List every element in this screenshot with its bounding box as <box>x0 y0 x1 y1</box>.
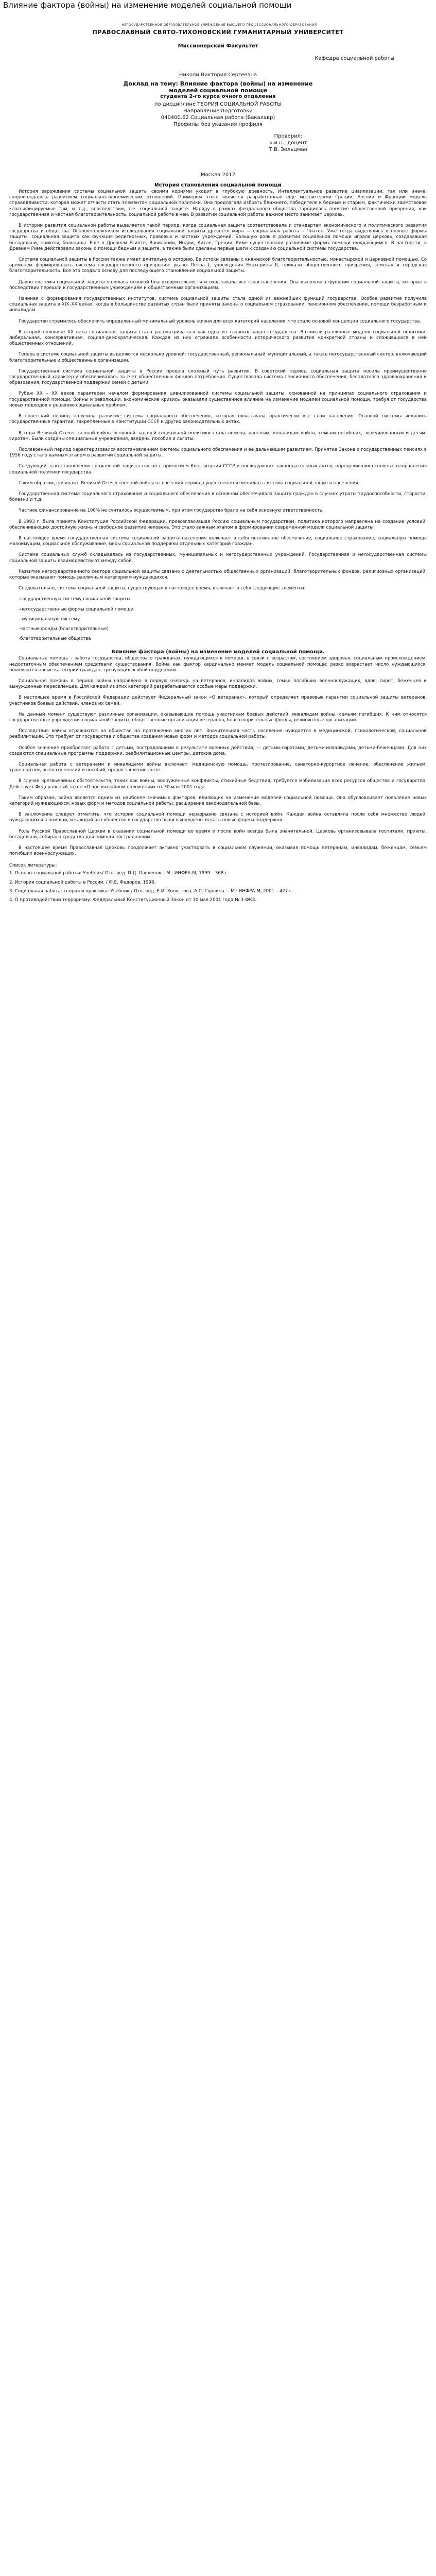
section-title-history: История становления социальной помощи <box>154 182 282 188</box>
report-body <box>9 182 427 906</box>
paragraph: В 1993 г. была принята Конституция Российской Федерации, провозгласившая Россию социальным государством, политика которого направлена на создание условий, обеспечивающих достойную жизнь и свободное развитие человека. Это стало важным этапом в формировании современной модели социальной защиты. <box>9 519 427 530</box>
paragraph: В настоящее время государственная система социальной защиты населения включает в себя пенсионное обеспечение, социальное страхование, социальную помощь малоимущим, социальное обслуживание, меры социальной поддержки отдельных категорий граждан. <box>9 535 427 547</box>
department-name: Кафедра социальной работы <box>315 56 394 61</box>
profile: Профиль: без указания профиля <box>173 122 263 127</box>
paragraph: Развитие негосударственного сектора социальной защиты связано с деятельностью общественных организаций, благотворительных фондов, религиозных организаций, которые оказывают помощь различным категориям нуждающихся. <box>9 569 427 580</box>
paragraph: Система социальной защиты в России также имеет длительную историю. Ее истоки связаны с княжеской благотворительностью, монастырской и церковной помощью. Со временем формировалась система государственного призрения: указы Петра I, учреждения Екатерины II, приказы общественного призрения, земская и городская благотворительность. Все это создало основу для последующего становления социальной защиты. <box>9 257 427 274</box>
reference-item: 2. История социальной работы в России. / Ф.Е. Федоров, 1998. <box>9 879 156 885</box>
paragraph: Государство стремилось обеспечить определенный минимальный уровень жизни для всех категорий населения, что стало основой концепции социального государства. <box>19 318 422 324</box>
paragraph: Последствия войны отражаются на обществе на протяжении многих лет. Значительная часть населения нуждается в медицинской, психологической, социальной реабилитации. Это требует от государства и общества создания новых форм и методов социальной работы. <box>9 728 427 740</box>
list-item: -благотворительные общества <box>19 636 91 642</box>
discipline: по дисциплине ТЕОРИЯ СОЦИАЛЬНОЙ РАБОТЫ <box>154 101 282 107</box>
section-title-war: Влияние фактора (войны) на изменение моделей социальной помощи. <box>111 649 325 655</box>
paragraph: История зарождения системы социальной защиты своими корнями уходит в глубокую древность. Интеллектуальное развитие цивилизации, так или иначе, сопровождалось развитием социально-экономических отношений. Примером этого является разработанная еще мыслителями Греции, Англии и Франции модель справедливости, которая может отчасти стать элементом социальной политики. Она предлагала избрать ближнего, победителя к бедным и старым, фактически заимствовав классифицируемые там, и т.д., впоследствии, т.е. социальной защите. Наряду в рамках феодального общества зародилось понятие общественной призрения, как государственная и частная благотворительность, социальной работе в ней. В развитии социальной работы важное место занимает церковь. <box>9 189 427 217</box>
report-subtitle: студента 2-го курса очного отделения <box>160 94 276 99</box>
paragraph: Государственная система социального страхования и социального обеспечения в основном обеспечивала защиту граждан в случаях утраты трудоспособности, старости, болезни и т.д. <box>9 491 427 503</box>
paragraph: Социальные помощь – забота государства, общества о гражданах, нуждающихся в помощи, в связи с возрастом, состоянием здоровья, социальным происхождением, недостаточным обеспечением средствами существования. Война как фактор кардинально меняет модель социальной помощи: резко возрастает число нуждающихся, появляются новые категории граждан, требующих особой поддержки. <box>9 656 427 673</box>
paragraph: В советский период получила развитие система социального обеспечения, которая охватывала практически все слои населения. Основой системы являлись государственные гарантии, закрепленные в Конституции СССР и других законодательных актах. <box>9 414 427 425</box>
paragraph: В настоящее время в Российской Федерации действует Федеральный закон «О ветеранах», который определяет правовые гарантии социальной защиты ветеранов, участников боевых действий, членов их семей. <box>9 695 427 706</box>
reference-item: 1. Основы социальной работы: Учебник/ Отв. ред. П.Д. Павленок – М.: ИНФРА-М, 1999 – 368 с. <box>9 871 229 876</box>
paragraph: Социальная помощь в период войны направлена в первую очередь на ветеранов, инвалидов войны, семьи погибших военнослужащих, вдов, сирот, беженцев и вынужденных переселенцев. Для каждой из этих категорий разрабатываются особые меры поддержки. <box>9 678 427 690</box>
list-item: -государственную систему социальной защиты <box>19 597 131 602</box>
paragraph: Следующий этап становления социальной защиты связан с принятием Конституции СССР и последующих законодательных актов, определивших основные направления социальной политики государства. <box>9 464 427 475</box>
list-item: -негосударственные формы социальной помощи <box>19 606 134 612</box>
paragraph: Следовательно, система социальной защиты, существующая в настоящее время, включает в себя следующие элементы: <box>19 586 306 591</box>
report-title-line-1: Доклад на тему: Влияние фактора (войны) на изменение <box>123 80 313 87</box>
paragraph: Государственная система социальной защиты в России прошла сложный путь развития. В советский период социальная защита носила преимущественно государственный характер и обеспечивалась за счет общественных фондов потребления. Существовала система пенсионного обеспечения, бесплатного здравоохранения и образования, государственной поддержки семей с детьми. <box>9 368 427 386</box>
list-item: -частные фонды (благотворительные) <box>19 626 109 632</box>
report-title <box>0 80 436 94</box>
author-name-text: Николи Виктория Сергеевна <box>179 72 257 78</box>
paragraph: Роль Русской Православной Церкви в оказании социальной помощи во время и после войн всегда была значительной. Церковь организовывала госпитали, приюты, богадельни, собирала средства для помощи пострадавшим. <box>9 828 427 840</box>
list-item: - муниципальную систему <box>19 616 80 622</box>
references-list <box>9 871 427 903</box>
war-paragraphs <box>9 656 427 857</box>
paragraph: В второй половине XX века социальная защита стала рассматриваться как одна из главных задач государства. Возникли различные модели социальной политики: либеральная, консервативная, социал-демократическая. Каждая из них отражала особенности исторического развития конкретной страны и сложившихся в ней общественных отношений. <box>9 329 427 347</box>
page-title: Влияние фактора (войны) на изменение моделей социальной помощи <box>3 1 292 10</box>
report-title-line-2: моделей социальной помощи <box>169 87 267 94</box>
paragraph: Социальная работа с ветеранами и инвалидами войны включает: медицинскую помощь, протезирование, санаторно-курортное лечение, обеспечение жильем, транспортом, выплату пенсий и пособий, предоставление льгот. <box>9 762 427 773</box>
discipline-meta <box>0 101 436 128</box>
paragraph: Давно системы социальной защиты являлась основой благотворительности и охватывала все слои населения. Она выполняла функции социальной защиты, которые в последствии перешли к государственным учреждениям и общественным организациям. <box>9 279 427 291</box>
reviewer-name: Т.В. Зельцман <box>269 147 308 152</box>
reviewer-label: Проверил: <box>274 133 303 139</box>
paragraph: Таким образом, начиная с Великой Отечественной войны в советский период существенно изменилась система социальной защиты населения. <box>19 480 360 486</box>
paragraph: В настоящее время Православная Церковь продолжает активно участвовать в социальном служении, оказывая помощь ветеранам, инвалидам, беженцам, семьям погибших военнослужащих. <box>9 845 427 857</box>
references-heading: Список литературы: <box>9 863 57 869</box>
reference-item: 3. Социальная работа: теория и практика: Учебник / Отв. ред. Е.И. Холостова, А.С. Сорвина. – М.: ИНФРА-М, 2001 – 427 с. <box>9 888 293 894</box>
paragraph: Послевоенный период характеризовался восстановлением системы социального обеспечения и ее дальнейшим развитием. Принятие Закона о государственных пенсиях в 1956 году стало важным этапом в развитии социальной защиты. <box>9 447 427 459</box>
reviewer-block <box>211 133 365 153</box>
paragraph: Особое значение приобретает работа с детьми, пострадавшими в результате военных действий, — детьми-сиротами, детьми-инвалидами, детьми-беженцами. Для них создаются специальные программы поддержки, реабилитационные центры, детские дома. <box>9 745 427 756</box>
author-name <box>0 72 436 78</box>
paragraph: В заключение следует отметить, что история социальной помощи неразрывно связана с историей войн. Каждая война оставляла после себя множество людей, нуждающихся в помощи, и каждый раз общество и государство были вынуждены искать новые формы поддержки. <box>9 812 427 823</box>
paragraph: В истории развития социальной работы выделяется такой период, когда социальная защита соответствовала и стандартам экономического и политического развития государства и общества. Основоположником исследования социальной защиты древнего мира — социальная работа – Платон. Уже тогда выделялись основные формы защиты: социальная защита как функция религиозных, правовых и частных учреждений. Большую роль в развитии социальной помощи играла церковь, создававшая богадельни, приюты, больницы. Еще в Древнем Египте, Вавилонии, Индии, Китае, Греции, Риме существовали различные формы помощи нуждающимся. В частности, в Древнем Риме действовали законы о помощи бедным и защите, а также были сделаны первые шаги к созданию социальной системы государства. <box>9 223 427 251</box>
institution-caption: НЕГОСУДАРСТВЕННОЕ ОБРАЗОВАТЕЛЬНОЕ УЧРЕЖДЕНИЕ ВЫСШЕГО ПРОФЕССИОНАЛЬНОГО ОБРАЗОВАНИЯ <box>121 23 317 27</box>
paragraph: В годы Великой Отечественной войны основной задачей социальной политики стала помощь раненым, инвалидам войны, семьям погибших, эвакуированным и детям-сиротам. Были созданы специальные учреждения, введены пособия и льготы. <box>9 430 427 442</box>
protection-list <box>9 597 427 642</box>
direction-code: 040400.62 Социальная работа (Бакалавр) <box>161 115 275 121</box>
paragraph: В случае чрезвычайных обстоятельств, таких как войны, вооруженные конфликты, стихийные бедствия, требуется мобилизация всех ресурсов общества и государства. Действует Федеральный закон «О чрезвычайном положении» от 30 мая 2001 года. <box>9 778 427 790</box>
direction-label: Направление подготовки <box>183 108 253 114</box>
paragraph: Начиная с формирования государственных институтов, система социальной защиты стала одной из важнейших функций государства. Особое развитие получила социальная защита в XIX–XX веках, когда в большинстве развитых стран были приняты законы о социальном страховании, пенсионном обеспечении, помощи безработным и инвалидам. <box>9 296 427 313</box>
paragraph: Система социальных служб складывалась из государственных, муниципальных и негосударственных учреждений. Государственная и негосударственная системы социальной защиты взаимодействуют между собой. <box>9 552 427 564</box>
reviewer-degree: к.и.н., доцент <box>269 140 307 146</box>
faculty-name: Миссионерский Факультет <box>178 43 258 49</box>
history-paragraphs <box>9 189 427 591</box>
city-year: Москва 2012 <box>201 172 235 178</box>
university-name: ПРАВОСЛАВНЫЙ СВЯТО-ТИХОНОВСКИЙ ГУМАНИТАРНЫЙ УНИВЕРСИТЕТ <box>92 29 344 36</box>
reference-item: 4. О противодействии терроризму: Федеральный Конституционный Закон от 30 мая 2001 года № 3-ФКЗ. <box>9 897 256 903</box>
paragraph: Таким образом, война является одним из наиболее значимых факторов, влияющих на изменение моделей социальной помощи. Она обусловливает появление новых категорий нуждающихся, новых форм и методов социальной работы, расширение законодательной базы. <box>9 795 427 807</box>
paragraph: Теперь в системе социальной защиты выделяются несколько уровней: государственный, региональный, муниципальный, а также негосударственный сектор, включающий благотворительные и общественные организации. <box>9 352 427 363</box>
paragraph: Частное финансирование на 100% не считалось осуществимым, при этом государство брало на себя основную ответственность. <box>19 508 324 514</box>
paragraph: На данный момент существуют различные организации, оказывающие помощь участникам боевых действий, инвалидам войны, семьям погибших. К ним относятся государственные учреждения социальной защиты, общественные организации ветеранов, благотворительные фонды, религиозные организации. <box>9 711 427 723</box>
paragraph: Рубеж XX – XX веков характерен началом формирования цивилизованной системы социальной защиты, основанной на принципах социального страхования и государственной помощи. Войны и революции, экономические кризисы оказывали существенное влияние на изменение моделей социальной помощи, требуя от государства новых подходов к решению социальных проблем. <box>9 391 427 408</box>
